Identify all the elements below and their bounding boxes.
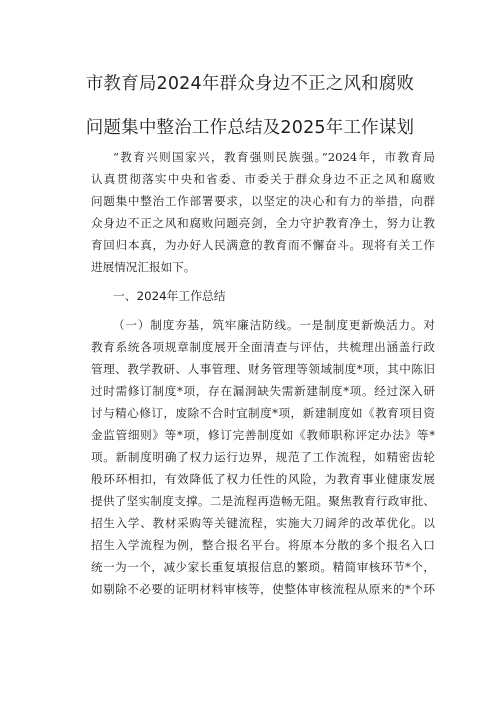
- paragraph-line: 招生入学、教材采购等关键流程，实施大刀阔斧的改革优化。以: [91, 516, 435, 530]
- paragraph-line: 讨与精心修订，废除不合时宜制度*项，新建制度如《教育项目资: [91, 406, 435, 420]
- paragraph-line: “教育兴则国家兴，教育强则民族强。”2024年，市教育局: [113, 150, 435, 164]
- paragraph-line: 认真贯彻落实中央和省委、市委关于群众身边不正之风和腐败: [91, 172, 435, 186]
- paragraph-line: 招生入学流程为例，整合报名平台。将原本分散的多个报名入口: [91, 538, 435, 552]
- paragraph-line: （一）制度夯基，筑牢廉洁防线。一是制度更新焕活力。对: [113, 318, 435, 332]
- paragraph-line: 管理、教学教研、人事管理、财务管理等领域制度*项，其中陈旧: [91, 362, 435, 376]
- paragraph-line: 过时需修订制度*项，存在漏洞缺失需新建制度*项。经过深入研: [91, 384, 435, 398]
- paragraph-line: 进展情况汇报如下。: [91, 260, 196, 274]
- paragraph-line: 金监管细则》等*项，修订完善制度如《教师职称评定办法》等*: [91, 428, 435, 442]
- paragraph-line: 般环环相扣，有效降低了权力任性的风险，为教育事业健康发展: [91, 472, 435, 486]
- document-title-line-1: 市教育局2024年群众身边不正之风和腐败: [85, 74, 415, 94]
- paragraph-line: 统一为一个，减少家长重复填报信息的繁琐。精简审核环节*个，: [91, 560, 435, 574]
- paragraph-line: 项。新制度明确了权力运行边界，规范了工作流程，如精密齿轮: [91, 450, 435, 464]
- paragraph-line: 众身边不正之风和腐败问题亮剑，全力守护教育净土，努力让教: [91, 216, 435, 230]
- paragraph-line: 育回归本真，为办好人民满意的教育而不懈奋斗。现将有关工作: [91, 238, 435, 252]
- section-heading: 一、2024年工作总结: [113, 289, 226, 303]
- paragraph-line: 问题集中整治工作部署要求，以坚定的决心和有力的举措，向群: [91, 194, 435, 208]
- paragraph-line: 教育系统各项规章制度展开全面清查与评估，共梳理出涵盖行政: [91, 340, 435, 354]
- document-body: [91, 146, 435, 706]
- document-title-line-2: 问题集中整治工作总结及2025年工作谋划: [85, 118, 415, 138]
- paragraph-line: 提供了坚实制度支撑。二是流程再造畅无阻。聚焦教育行政审批、: [91, 494, 435, 508]
- paragraph-line: 如剔除不必要的证明材料审核等，使整体审核流程从原来的*个环: [91, 582, 435, 596]
